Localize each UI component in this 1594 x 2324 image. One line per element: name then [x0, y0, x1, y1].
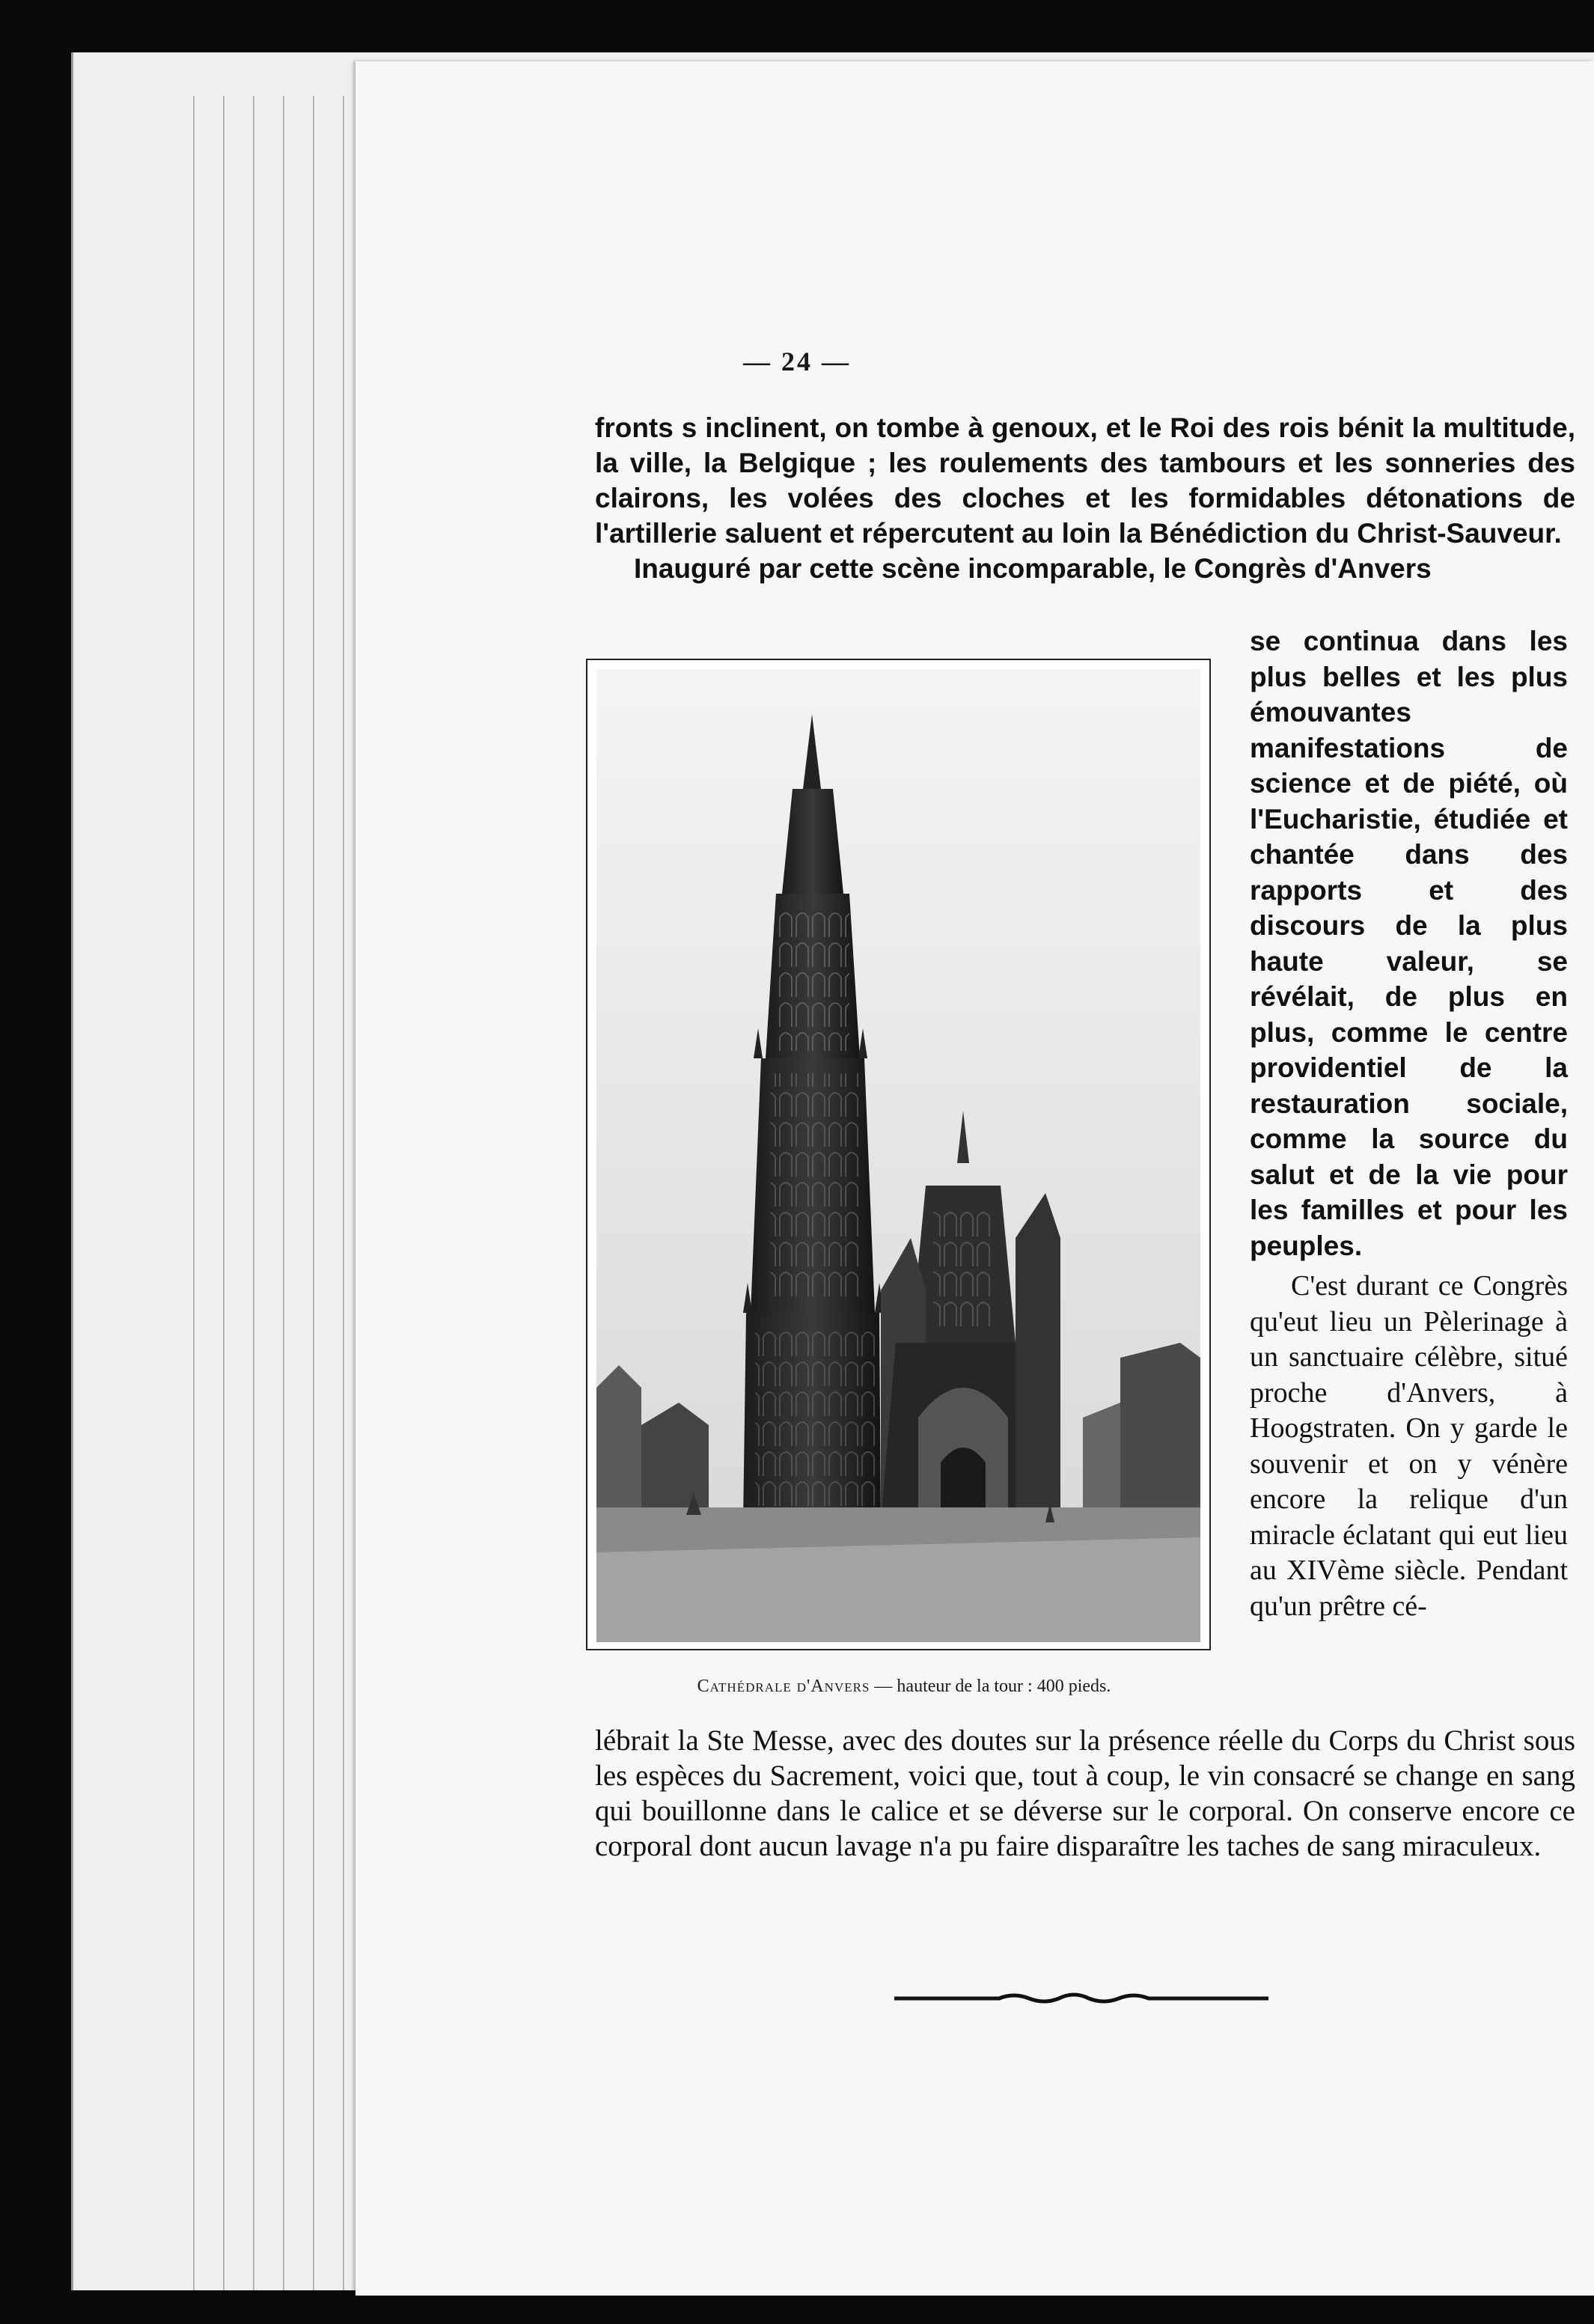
page-edge — [193, 96, 195, 2290]
page-edge — [223, 96, 225, 2290]
paragraph-3-side: C'est durant ce Congrès qu'eut lieu un Pèlerinage à un sanctuaire célèbre, situé proche d'Anvers, à Hoogstraten. On y garde le souvenir et on y vénère encore la relique d'un miracle éclatant qui eut lieu au XIVème siècle. Pendant qu'un prêtre cé- — [1250, 1270, 1568, 1622]
paragraph-2-start: Inauguré par cette scène incomparable, le Congrès d'Anvers — [634, 553, 1432, 584]
page-edge — [313, 96, 314, 2290]
caption-text: — hauteur de la tour : 400 pieds. — [874, 1677, 1111, 1696]
page-number: — 24 — — [743, 347, 851, 376]
ornament-divider — [894, 1983, 1268, 2013]
caption-title: Cathédrale d'Anvers — [697, 1677, 870, 1696]
paragraph-2-side: se continua dans les plus belles et les plus émouvantes manifestations de science et de piété, où l'Eucharistie, étudiée et chantée dans des rapports et des discours de la plus haute valeur, se révélait, de plus en plus, comme le centre providentiel de la restauration sociale, comme la source du salut et de la vie pour les familles et pour les peuples. — [1250, 626, 1568, 1261]
cathedral-illustration — [596, 669, 1200, 1642]
paragraph-3-bottom: lébrait la Ste Messe, avec des doutes sur la présence réelle du Corps du Christ sous les espèces du Sacrement, voici que, tout à coup, le vin consacré se change en sang qui bouillonne dans le calice et se déverse sur le corporal. On conserve encore ce corporal dont aucun lavage n'a pu faire disparaître les taches de sang miraculeux. — [595, 1724, 1575, 1862]
page-edge — [253, 96, 254, 2290]
paragraph-1: fronts s inclinent, on tombe à genoux, et le Roi des rois bénit la multitude, la ville, la Belgique ; les roulements des tambours et les sonneries des clairons, les volées des cloches et les formidables détonations de l'artillerie saluent et répercutent au loin la Bénédiction du Christ-Sauveur. — [595, 412, 1575, 549]
cathedral-photo — [586, 659, 1211, 1650]
figure-caption — [586, 1677, 1222, 1697]
page-edge — [343, 96, 344, 2290]
page-edge — [283, 96, 284, 2290]
text-block-top — [595, 410, 1575, 586]
